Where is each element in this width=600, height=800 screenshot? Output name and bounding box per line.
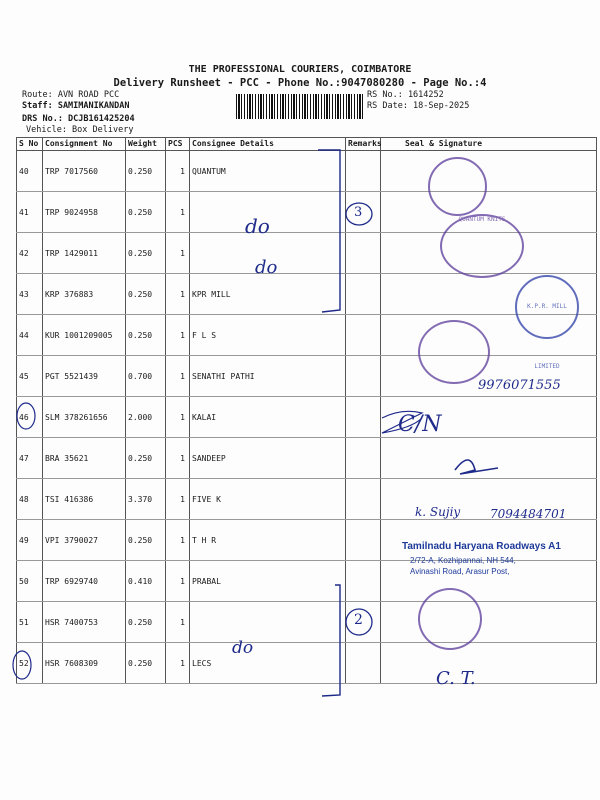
- row-consignee: FIVE K: [190, 479, 346, 520]
- row-weight: 0.250: [126, 643, 166, 684]
- runsheet-subtitle: Delivery Runsheet - PCC - Phone No.:9047080280 - Page No.:4: [113, 77, 487, 89]
- phone-note: 9976071555: [478, 378, 561, 393]
- row-sno: 45: [17, 356, 43, 397]
- sno-circle-52: [13, 651, 31, 679]
- row-consignment: HSR 7608309: [43, 643, 126, 684]
- tamilnadu-stamp-line1: Tamilnadu Haryana Roadways A1: [402, 541, 561, 552]
- row-pcs: 1: [166, 479, 190, 520]
- row-weight: 0.250: [126, 602, 166, 643]
- row-weight: 3.370: [126, 479, 166, 520]
- row-pcs: 1: [166, 274, 190, 315]
- row-sno: 41: [17, 192, 43, 233]
- vehicle-label: Vehicle: Box Delivery: [26, 125, 134, 135]
- row-sno: 48: [17, 479, 43, 520]
- row-consignment: HSR 7400753: [43, 602, 126, 643]
- row-weight: 0.250: [126, 233, 166, 274]
- row-sno: 50: [17, 561, 43, 602]
- row-consignment: PGT 5521439: [43, 356, 126, 397]
- row-pcs: 1: [166, 233, 190, 274]
- signature-sandeep: [455, 460, 498, 474]
- staff-label: Staff: SAMIMANIKANDAN: [22, 101, 130, 111]
- row-weight: 0.250: [126, 520, 166, 561]
- row-pcs: 1: [166, 602, 190, 643]
- bracket-mark-1: [318, 150, 340, 312]
- ditto-mark-2: do: [255, 257, 278, 278]
- bracket-mark-2: [322, 585, 340, 696]
- col-seal: Seal & Signature: [381, 138, 597, 151]
- col-pcs: PCS: [166, 138, 190, 151]
- row-sno: 47: [17, 438, 43, 479]
- row-consignment: VPI 3790027: [43, 520, 126, 561]
- row-pcs: 1: [166, 356, 190, 397]
- quantum-stamp-1: [428, 157, 487, 216]
- row-consignee: T H R: [190, 520, 346, 561]
- row-pcs: 1: [166, 151, 190, 192]
- row-sno: 52: [17, 643, 43, 684]
- row-weight: 0.250: [126, 274, 166, 315]
- sno-circle-46: [17, 403, 35, 429]
- row-consignee: QUANTUM: [190, 151, 346, 192]
- row-pcs: 1: [166, 397, 190, 438]
- row-consignment: TRP 7017560: [43, 151, 126, 192]
- col-sno: S No: [17, 138, 43, 151]
- row-weight: 0.700: [126, 356, 166, 397]
- row-weight: 0.250: [126, 438, 166, 479]
- quantum-stamp-text: QUANTUM KNITS: [458, 216, 506, 223]
- row-pcs: 1: [166, 561, 190, 602]
- row-sno: 43: [17, 274, 43, 315]
- row-consignee: LECS: [190, 643, 346, 684]
- row-sno: 40: [17, 151, 43, 192]
- row-consignment: TSI 416386: [43, 479, 126, 520]
- col-remarks: Remarks: [346, 138, 381, 151]
- quantum-stamp-2: [440, 214, 524, 278]
- row-pcs: 1: [166, 192, 190, 233]
- row-consignment: TRP 9024958: [43, 192, 126, 233]
- rs-date: RS Date: 18-Sep-2025: [367, 101, 470, 111]
- row-sno: 49: [17, 520, 43, 561]
- row-consignment: BRA 35621: [43, 438, 126, 479]
- row-sno: 44: [17, 315, 43, 356]
- row-consignee: PRABAL: [190, 561, 346, 602]
- count-note-2: 2: [354, 612, 363, 628]
- row-consignee: KALAI: [190, 397, 346, 438]
- row-pcs: 1: [166, 315, 190, 356]
- row-pcs: 1: [166, 643, 190, 684]
- row-consignment: TRP 6929740: [43, 561, 126, 602]
- signature-cn: C/N: [398, 412, 442, 437]
- signature-ct: C. T.: [436, 668, 476, 689]
- row-weight: 0.250: [126, 315, 166, 356]
- signature-k-sujiy: k. Sujiy: [415, 505, 461, 519]
- phone-k: 7094484701: [490, 507, 567, 521]
- row-sno: 46: [17, 397, 43, 438]
- rs-number: RS No.: 1614252: [367, 90, 444, 100]
- row-consignee: SENATHI PATHI: [190, 356, 346, 397]
- prabal-stamp: [418, 588, 482, 650]
- drs-number: DRS No.: DCJB161425204: [22, 114, 135, 124]
- company-title: THE PROFESSIONAL COURIERS, COIMBATORE: [188, 64, 412, 75]
- row-weight: 0.250: [126, 192, 166, 233]
- route-label: Route: AVN ROAD PCC: [22, 90, 120, 100]
- kpr-stamp: K.P.R. MILL LIMITED: [515, 275, 579, 339]
- row-pcs: 1: [166, 520, 190, 561]
- row-consignee: SANDEEP: [190, 438, 346, 479]
- row-consignment: KRP 376883: [43, 274, 126, 315]
- row-consignment: SLM 378261656: [43, 397, 126, 438]
- col-consignee: Consignee Details: [190, 138, 346, 151]
- fls-stamp: [418, 320, 490, 384]
- row-pcs: 1: [166, 438, 190, 479]
- col-consignment: Consignment No: [43, 138, 126, 151]
- tamilnadu-stamp-line2: 2/72-A, Kozhipannai, NH 544,: [410, 556, 516, 565]
- row-consignment: TRP 1429011: [43, 233, 126, 274]
- ditto-mark-3: do: [232, 638, 254, 658]
- row-weight: 0.410: [126, 561, 166, 602]
- tamilnadu-stamp-line3: Avinashi Road, Arasur Post,: [410, 567, 510, 576]
- row-consignee: KPR MILL: [190, 274, 346, 315]
- row-sno: 51: [17, 602, 43, 643]
- col-weight: Weight: [126, 138, 166, 151]
- row-consignee: F L S: [190, 315, 346, 356]
- row-weight: 2.000: [126, 397, 166, 438]
- row-consignment: KUR 1001209005: [43, 315, 126, 356]
- row-weight: 0.250: [126, 151, 166, 192]
- row-sno: 42: [17, 233, 43, 274]
- ditto-mark-1: do: [245, 214, 270, 238]
- count-note-1: 3: [354, 205, 363, 220]
